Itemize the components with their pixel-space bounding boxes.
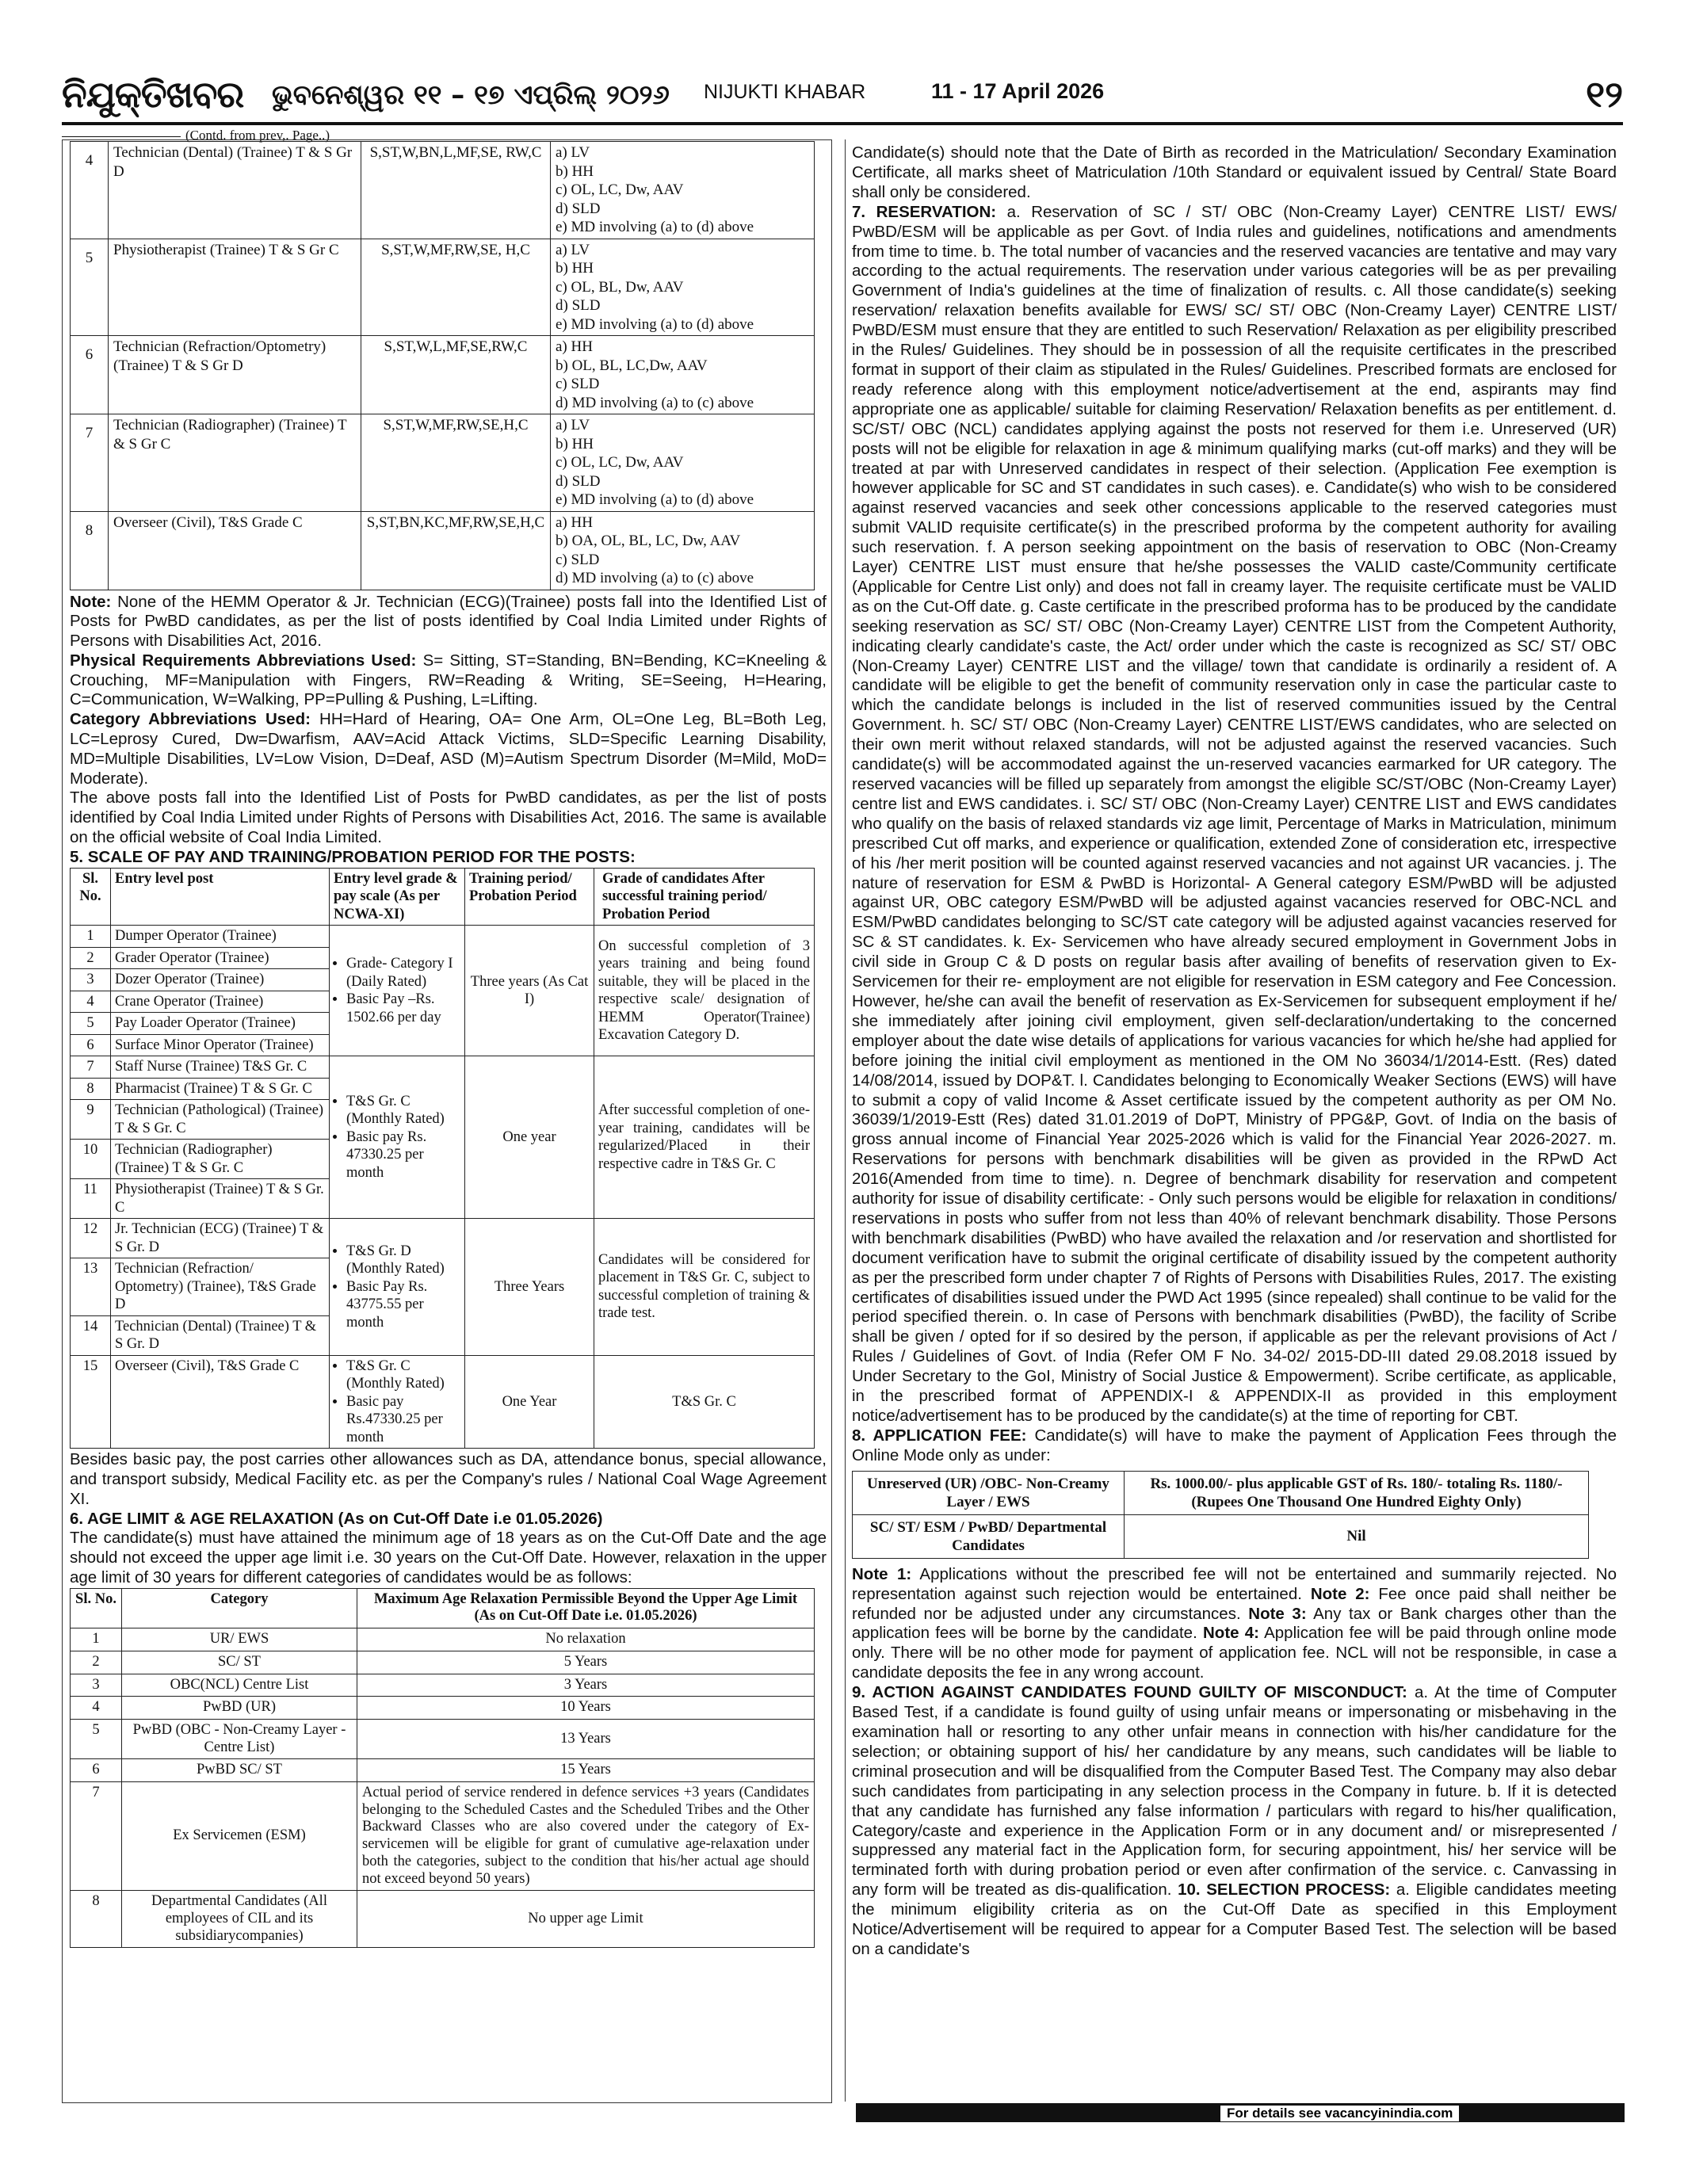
pay-sl: 15 <box>71 1355 111 1449</box>
disability-table <box>70 141 815 590</box>
disability-category-item: b) HH <box>556 162 594 180</box>
age-category: Departmental Candidates (All employees of CIL and its subsidiarycompanies) <box>122 1891 357 1948</box>
pay-post: Pay Loader Operator (Trainee) <box>111 1013 330 1035</box>
disability-category-item: d) MD involving (a) to (c) above <box>556 570 754 586</box>
disability-category-item: d) MD involving (a) to (c) above <box>556 394 754 411</box>
pay-after-training: After successful completion of one-year training, candidates will be regularized/Placed in their respective cadre in T&S Gr. C <box>594 1056 815 1219</box>
pay-training: One year <box>465 1056 594 1219</box>
age-row <box>71 1891 815 1948</box>
pay-header-grade: Entry level grade & pay scale (As per NCWA-XI) <box>330 868 465 926</box>
disability-sl: 8 <box>71 511 109 590</box>
disability-category-item: a) LV <box>556 241 590 258</box>
pay-post: Dumper Operator (Trainee) <box>111 926 330 948</box>
age-category: PwBD (OBC - Non-Creamy Layer - Centre List) <box>122 1719 357 1758</box>
age-sl: 5 <box>71 1719 122 1758</box>
pay-post: Staff Nurse (Trainee) T&S Gr. C <box>111 1056 330 1079</box>
pay-post: Physiotherapist (Trainee) T & S Gr. C <box>111 1179 330 1219</box>
age-relaxation: 5 Years <box>357 1651 815 1674</box>
left-column <box>70 141 827 1948</box>
identified-posts-paragraph: The above posts fall into the Identified List of Posts for PwBD candidates, as per the list of posts identified by Coal India Limited under Rights of Persons with Disabilities Act, 2016. The same is available on the official website of Coal India Limited. <box>70 788 827 847</box>
pay-post: Crane Operator (Trainee) <box>111 991 330 1013</box>
pay-sl: 6 <box>71 1034 111 1056</box>
pay-sl: 12 <box>71 1219 111 1258</box>
disability-category-item: c) OL, LC, Dw, AAV <box>556 454 684 471</box>
disability-post: Technician (Radiographer) (Trainee) T & S Gr C <box>109 414 361 512</box>
disability-physical-req: S,ST,W,L,MF,SE,RW,C <box>361 336 551 414</box>
disability-post: Technician (Refraction/Optometry) (Trainee) T & S Gr D <box>109 336 361 414</box>
fee-row <box>853 1514 1589 1558</box>
pay-post: Technician (Pathological) (Trainee) T & S Gr. C <box>111 1100 330 1140</box>
age-sl: 1 <box>71 1628 122 1651</box>
pay-sl: 2 <box>71 947 111 969</box>
pay-sl: 3 <box>71 969 111 991</box>
age-sl: 4 <box>71 1697 122 1720</box>
disability-category-item: e) MD involving (a) to (d) above <box>556 491 754 508</box>
age-relaxation: 3 Years <box>357 1674 815 1697</box>
pay-post: Jr. Technician (ECG) (Trainee) T & S Gr. D <box>111 1219 330 1258</box>
fee-category: SC/ ST/ ESM / PwBD/ Departmental Candidates <box>853 1514 1125 1558</box>
disability-category-item: d) SLD <box>556 200 601 217</box>
disability-category-item: c) OL, BL, Dw, AAV <box>556 278 684 296</box>
age-relaxation: 13 Years <box>357 1719 815 1758</box>
disability-post: Overseer (Civil), T&S Grade C <box>109 511 361 590</box>
age-relaxation: No upper age Limit <box>357 1891 815 1948</box>
disability-category-item: e) MD involving (a) to (d) above <box>556 315 754 333</box>
age-relaxation: Actual period of service rendered in defence services +3 years (Candidates belonging to the Scheduled Castes and the Scheduled Tribes and the Other Backward Classes who are also covered under the category of Ex-servicemen will be eligible for grant of cumulative age-relaxation under both the categories, subject to the condition that his/her actual age should not exceed beyond 50 years) <box>357 1782 815 1891</box>
age-relaxation-table <box>70 1588 815 1949</box>
disability-category-item: b) HH <box>556 435 594 452</box>
age-header-category: Category <box>122 1588 357 1628</box>
pay-grade-list <box>334 1243 460 1332</box>
age-row <box>71 1759 815 1782</box>
odia-date: ଭୁବନେଶ୍ୱର ୧୧ – ୧୭ ଏପ୍ରିଲ୍ ୨୦୨୬ <box>272 79 670 111</box>
age-row <box>71 1628 815 1651</box>
disability-category-item: e) MD involving (a) to (d) above <box>556 219 754 235</box>
footer-link-text: For details see vacancyinindia.com <box>1220 2106 1459 2121</box>
pay-row <box>71 926 815 948</box>
age-sl: 6 <box>71 1759 122 1782</box>
pay-after-training: On successful completion of 3 years training and being found suitable, they will be placed in the respective scale/ designation of HEMM Operator(Trainee) Excavation Category D. <box>594 926 815 1056</box>
disability-sl: 6 <box>71 336 109 414</box>
disability-row <box>71 142 815 239</box>
pay-training: Three years (As Cat I) <box>465 926 594 1056</box>
pay-sl: 9 <box>71 1100 111 1140</box>
pay-grade-item: • T&S Gr. C (Monthly Rated) <box>346 1357 460 1393</box>
disability-category-item: d) SLD <box>556 472 601 490</box>
pay-header-after: Grade of candidates After successful training period/ Probation Period <box>594 868 815 926</box>
pay-grade-item: • T&S Gr. C (Monthly Rated) <box>346 1093 460 1128</box>
pay-grade-list <box>334 955 460 1026</box>
pay-sl: 10 <box>71 1140 111 1179</box>
pay-after-training: Candidates will be considered for placement in T&S Gr. C, subject to successful completion of training & trade test. <box>594 1219 815 1356</box>
age-limit-paragraph: The candidate(s) must have attained the minimum age of 18 years as on the Cut-Off Date and the age should not exceed the upper age limit i.e. 30 years on the Cut-Off Date. However, relaxation in the upper age limit of 30 years for different categories of candidates would be as follows: <box>70 1529 827 1586</box>
age-sl: 8 <box>71 1891 122 1948</box>
pay-grade-item: • Basic pay Rs. 47330.25 per month <box>346 1128 460 1182</box>
disability-post: Technician (Dental) (Trainee) T & S Gr D <box>109 142 361 239</box>
age-category: PwBD SC/ ST <box>122 1759 357 1782</box>
page-number: ୧୨ <box>1586 73 1623 116</box>
disability-category-item: c) SLD <box>556 551 600 568</box>
pay-sl: 5 <box>71 1013 111 1035</box>
pay-after-training: T&S Gr. C <box>594 1355 815 1449</box>
age-sl: 3 <box>71 1674 122 1697</box>
disability-post: Physiotherapist (Trainee) T & S Gr C <box>109 239 361 336</box>
disability-category-item: a) LV <box>556 417 590 433</box>
disability-physical-req: S,ST,W,MF,RW,SE, H,C <box>361 239 551 336</box>
pay-post: Dozer Operator (Trainee) <box>111 969 330 991</box>
pay-grade <box>330 1056 465 1219</box>
masthead-logo: ନିଯୁକ୍ତିଖବର <box>62 73 244 116</box>
category-abbrev-paragraph: Category Abbreviations Used: HH=Hard of Hearing, OA= One Arm, OL=One Leg, BL=Both Leg, LC=Leprosy Cured, Dw=Dwarfism, AAV=Acid Attack Victims, SLD=Specific Learning Disability, MD=Multiple Disabilities, LV=Low Vision, D=Deaf, ASD (M)=Autism Spectrum Disorder (M=Mild, MoD= Moderate). <box>70 710 827 788</box>
age-row <box>71 1674 815 1697</box>
continued-note: (Contd. from prev,. Page..) <box>62 128 330 143</box>
disability-row <box>71 239 815 336</box>
disability-category-item: d) SLD <box>556 297 601 314</box>
pay-grade <box>330 1355 465 1449</box>
age-row <box>71 1651 815 1674</box>
right-column <box>852 143 1617 1960</box>
age-category: OBC(NCL) Centre List <box>122 1674 357 1697</box>
fee-amount: Rs. 1000.00/- plus applicable GST of Rs. 180/- totaling Rs. 1180/- (Rupees One Thousand One Hundred Eighty Only) <box>1125 1471 1589 1514</box>
fee-category: Unreserved (UR) /OBC- Non-Creamy Layer / EWS <box>853 1471 1125 1514</box>
fee-notes-paragraph: Note 1: Applications without the prescribed fee will not be entertained and summarily rejected. No representation against such rejection would be entertained. Note 2: Fee once paid shall neither be refunded nor be adjusted under any circumstances. Note 3: Any tax or Bank charges other than the application fees will be borne by the candidate. Note 4: Application fee will be paid through online mode only. There will be no other mode for payment of application fee. NCL will not be responsible, in case a candidate deposits the fee in any wrong account. <box>852 1564 1617 1682</box>
pay-grade <box>330 1219 465 1356</box>
disability-sl: 5 <box>71 239 109 336</box>
disability-sl: 7 <box>71 414 109 512</box>
age-sl: 7 <box>71 1782 122 1891</box>
pay-grade-item: • Grade- Category I (Daily Rated) <box>346 955 460 991</box>
column-divider <box>845 139 846 2102</box>
application-fee-paragraph: 8. APPLICATION FEE: Candidate(s) will have to make the payment of Application Fees through the Online Mode only as under: <box>852 1426 1617 1464</box>
age-category: PwBD (UR) <box>122 1697 357 1720</box>
pay-grade-list <box>334 1093 460 1182</box>
pay-grade-list <box>334 1357 460 1447</box>
pay-row <box>71 1056 815 1079</box>
disability-physical-req: S,ST,W,BN,L,MF,SE, RW,C <box>361 142 551 239</box>
pay-sl: 8 <box>71 1078 111 1100</box>
disability-row <box>71 414 815 512</box>
pay-grade <box>330 926 465 1056</box>
page-header <box>62 73 1623 116</box>
reservation-paragraph: 7. RESERVATION: a. Reservation of SC / ST/ OBC (Non-Creamy Layer) CENTRE LIST/ EWS/ PwBD/ESM will be applicable as per Govt. of India rules and guidelines, notifications and amendments from time to time. b. The total number of vacancies and the reserved vacancies are tentative and may vary according to the actual requirements. The reservation under various categories will be as per prevailing Government of India's guidelines at the time of finalization of results. c. All those candidate(s) seeking reservation/ relaxation benefits available for EWS/ SC/ ST/ OBC (Non-Creamy Layer) CENTRE LIST/ PwBD/ESM must ensure that they are entitled to such Reservation/ Relaxation as per eligibility prescribed in the Rules/ Guidelines. They should be in possession of all the requisite certificates in the prescribed format in support of their claim as stipulated in the Rules/ Guidelines. Prescribed formats are enclosed for ready reference along with this employment notice/advertisement at the end, aspirants may find appropriate one as applicable/ suitable for claiming Reservation/ Relaxation benefits as per entitlement. d. SC/ST/ OBC (NCL) candidates applying against the posts not reserved for them i.e. Unreserved (UR) posts will not be eligible for relaxation in age & minimum qualifying marks (cut-off marks) and they will be treated at par with Unreserved candidates in respect of their selection. (Application Fee exemption is however applicable for SC and ST candidates in such cases). e. Candidate(s) who wish to be considered against reserved vacancies and seek other concessions applicable to the reserved categories must submit VALID requisite certificate(s) in the prescribed proforma by the competent authority for availing such reservation. f. A person seeking appointment on the basis of reservation to OBC (Non-Creamy Layer) CENTRE LIST must ensure that he/she possesses the VALID caste/Community certificate (Applicable for Centre List only) and does not fall in creamy layer. The requisite certificate must be VALID as on the Cut-Off date. g. Caste certificate in the prescribed proforma has to be produced by the candidate seeking reservation as SC/ ST/ OBC (Non-Creamy Layer) CENTRE LIST from the Competent Authority, indicating clearly candidate's caste, the Act/ order under which the caste is recognized as SC/ ST/ OBC (Non-Creamy Layer) CENTRE LIST and the village/ town that candidate is ordinarily a resident of. A candidate will be eligible to get the benefit of community reservation only in case the particular caste to which the candidate belongs is included in the list of reserved communities issued by the Central Government. h. SC/ ST/ OBC (Non-Creamy Layer) CENTRE LIST/EWS candidates, who are selected on their own merit without relaxed standards, will not be adjusted against the reserved vacancies. Such candidate(s) will be accommodated against the un-reserved vacancies earmarked for UR category. The reserved vacancies will be filled up separately from amongst the eligible SC/ST/OBC (Non-Creamy Layer) centre list and EWS candidates. i. SC/ ST/ OBC (Non-Creamy Layer) CENTRE LIST and EWS candidates who qualify on the basis of relaxed standards viz age limit, Percentage of Marks in Matriculation, minimum prescribed Cut off marks, and experience or qualification, extended Zone of consideration etc, irrespective of his /her merit position will be counted against reserved vacancies and not against UR vacancies. j. The nature of reservation for ESM & PwBD is Horizontal- A General category ESM/PwBD will be adjusted against UR, OBC category ESM/PwBD will be adjusted against vacancies reserved for OBC-NCL and ESM/PwBD candidates belonging to SC/ST cate category will be adjusted against vacancies reserved for SC & ST candidates. k. Ex- Servicemen who have already secured employment in Government Jobs in civil side in Group C & D posts on regular basis after availing of benefits of reservation given to Ex- Servicemen for their re- employment are not eligible for reservation in ESM category and Fee Concession. However, he/she can avail the benefit of reservation as Ex-Servicemen for subsequent employment if he/ she immediately after joining civil employment, given self-declaration/undertaking to the concerned employer about the date wise details of applications for various vacancies for which he/she had applied for before joining the initial civil employment as mentioned in the OM No 36034/1/2014-Estt. (Res) dated 14/08/2014, issued by DOP&T. l. Candidates belonging to Economically Weaker Sections (EWS) will have to submit a copy of valid Income & Asset certificate issued by the competent authority as per OM No. 36039/1/2019-Estt (Res) dated 31.01.2019 of DoPT, Ministry of PPG&P, Govt. of India on the basis of gross annual income of Financial Year 2025-2026 which is valid for the Financial Year 2026-2027. m. Reservations for persons with benchmark disabilities will be given as provided in the RPwD Act 2016(Amended from time to time). n. Degree of benchmark disability for reservation and competent authority for issue of disability certificate: - Only such persons would be eligible for relaxation in conditions/ reservations in posts who suffer from not less than 40% of relevant benchmark disability. Those Persons with benchmark disabilities (PwBD) who have availed the relaxation and /or reservation and shortlisted for document verification have to submit the original certificate of disability issued by the competent authority as per the prescribed form under chapter 7 of Rights of Persons with Disabilities Rules, 2017. The existing certificates of disabilities issued under the PWD Act 1995 (since repealed) shall continue to be valid for the period specified therein. o. In case of Persons with benchmark disabilities (PwBD), the facility of Scribe shall be given / opted for if so desired by the person, if applicable as per the relevant provisions of Act / Rules / Guidelines of Govt. of India (Refer OM F No. 34-02/ 2015-DD-III dated 29.08.2018 issued by Under Secretary to the GoI, Ministry of Social Justice & Empowerment). Scribe certificate, as applicable, in the prescribed format of APPENDIX-I & APPENDIX-II as provided in this employment notice/advertisement has to be produced by the candidate(s) at the time of reporting for CBT. <box>852 202 1617 1425</box>
pay-row <box>71 1355 815 1449</box>
fee-row <box>853 1471 1589 1514</box>
disability-category-item: a) HH <box>556 514 593 531</box>
disability-category-item: a) HH <box>556 338 593 355</box>
age-category: Ex Servicemen (ESM) <box>122 1782 357 1891</box>
age-row <box>71 1719 815 1758</box>
age-sl: 2 <box>71 1651 122 1674</box>
disability-categories <box>551 142 815 239</box>
disability-row <box>71 511 815 590</box>
disability-sl: 4 <box>71 142 109 239</box>
age-relaxation: 10 Years <box>357 1697 815 1720</box>
disability-categories <box>551 511 815 590</box>
pay-sl: 4 <box>71 991 111 1013</box>
pay-post: Overseer (Civil), T&S Grade C <box>111 1355 330 1449</box>
pay-grade-item: • Basic Pay –Rs. 1502.66 per day <box>346 991 460 1026</box>
age-category: SC/ ST <box>122 1651 357 1674</box>
pay-training: Three Years <box>465 1219 594 1356</box>
pay-sl: 13 <box>71 1258 111 1316</box>
age-header-sl: Sl. No. <box>71 1588 122 1628</box>
pay-post: Grader Operator (Trainee) <box>111 947 330 969</box>
age-header-relaxation: Maximum Age Relaxation Permissible Beyond the Upper Age Limit (As on Cut-Off Date i.e. 01.05.2026) <box>357 1588 815 1628</box>
pay-sl: 11 <box>71 1179 111 1219</box>
pay-post: Technician (Radiographer) (Trainee) T & S Gr. C <box>111 1140 330 1179</box>
pay-header-sl: Sl. No. <box>71 868 111 926</box>
age-row <box>71 1782 815 1891</box>
pay-grade-item: • T&S Gr. D (Monthly Rated) <box>346 1243 460 1278</box>
pay-post: Technician (Refraction/ Optometry) (Trainee), T&S Grade D <box>111 1258 330 1316</box>
application-fee-table <box>852 1471 1589 1559</box>
pay-sl: 7 <box>71 1056 111 1079</box>
physical-abbrev-paragraph: Physical Requirements Abbreviations Used: S= Sitting, ST=Standing, BN=Bending, KC=Kneeling & Crouching, MF=Manipulation with Fingers, RW=Reading & Writing, SE=Seeing, H=Hearing, C=Communication, W=Walking, PP=Pulling & Pushing, L=Lifting. <box>70 651 827 709</box>
allowances-paragraph: Besides basic pay, the post carries other allowances such as DA, attendance bonus, special allowance, and transport subsidy, Medical Facility etc. as per the Company's rules / National Coal Wage Agreement XI. <box>70 1450 827 1508</box>
pay-header-post: Entry level post <box>111 868 330 926</box>
dob-paragraph: Candidate(s) should note that the Date of Birth as recorded in the Matriculation/ Secondary Examination Certificate, all marks sheet of Matriculation /10th Standard or equivalent issued by Central/ State Board shall only be considered. <box>852 143 1617 201</box>
section-5-heading: 5. SCALE OF PAY AND TRAINING/PROBATION PERIOD FOR THE POSTS: <box>70 847 636 866</box>
pay-header-training: Training period/ Probation Period <box>465 868 594 926</box>
disability-physical-req: S,ST,BN,KC,MF,RW,SE,H,C <box>361 511 551 590</box>
newspaper-name: NIJUKTI KHABAR <box>704 81 866 103</box>
pay-sl: 14 <box>71 1315 111 1355</box>
disability-physical-req: S,ST,W,MF,RW,SE,H,C <box>361 414 551 512</box>
disability-category-item: b) OA, OL, BL, LC, Dw, AAV <box>556 533 741 549</box>
issue-date: 11 - 17 April 2026 <box>931 79 1105 103</box>
pay-grade-item: • Basic Pay Rs. 43775.55 per month <box>346 1278 460 1332</box>
disability-row <box>71 336 815 414</box>
pay-row <box>71 1219 815 1258</box>
disability-categories <box>551 239 815 336</box>
age-row <box>71 1697 815 1720</box>
pay-post: Pharmacist (Trainee) T & S Gr. C <box>111 1078 330 1100</box>
note-paragraph: Note: None of the HEMM Operator & Jr. Technician (ECG)(Trainee) posts fall into the Identified List of Posts for PwBD candidates, as per the list of posts identified by Coal India Limited under Rights of Persons with Disabilities Act, 2016. <box>70 592 827 651</box>
disability-category-item: b) HH <box>556 260 594 277</box>
disability-category-item: c) OL, LC, Dw, AAV <box>556 181 684 198</box>
disability-category-item: b) OL, BL, LC,Dw, AAV <box>556 357 708 374</box>
pay-post: Surface Minor Operator (Trainee) <box>111 1034 330 1056</box>
age-category: UR/ EWS <box>122 1628 357 1651</box>
disability-categories <box>551 336 815 414</box>
age-relaxation: 15 Years <box>357 1759 815 1782</box>
disability-category-item: c) SLD <box>556 376 600 392</box>
pay-training: One Year <box>465 1355 594 1449</box>
fee-amount: Nil <box>1125 1514 1589 1558</box>
pay-scale-table <box>70 868 815 1449</box>
pay-sl: 1 <box>71 926 111 948</box>
section-6-heading: 6. AGE LIMIT & AGE RELAXATION (As on Cut-Off Date i.e 01.05.2026) <box>70 1509 603 1528</box>
misconduct-paragraph: 9. ACTION AGAINST CANDIDATES FOUND GUILTY OF MISCONDUCT: a. At the time of Computer Based Test, if a candidate is found guilty of using unfair means or impersonating or misbehaving in the examination hall or resorting to any other unfair means in connection with his/her candidature for the selection; or obtaining support of his/ her candidature by any means, such candidates will be liable to criminal prosecution and will be disqualified from the Computer Based Test. The Company may also debar such candidates from participating in any selection process in the Company in future. b. If it is detected that any candidate has furnished any false information / particulars with regard to his/her qualification, Category/caste and experience in the Application Form or in any document and/ or misrepresented / suppressed any material fact in the Application form, for securing appointment, his/ her service will be terminated forth with during probation period or even after confirmation of the service. c. Canvassing in any form will be treated as dis-qualification. 10. SELECTION PROCESS: a. Eligible candidates meeting the minimum eligibility criteria as on the Cut-Off Date as specified in this Employment Notice/Advertisement will be required to appear for a Computer Based Test. The selection will be based on a candidate's <box>852 1683 1617 1958</box>
disability-categories <box>551 414 815 512</box>
pay-grade-item: • Basic pay Rs.47330.25 per month <box>346 1393 460 1447</box>
header-rule <box>62 122 1623 125</box>
pay-post: Technician (Dental) (Trainee) T & S Gr. D <box>111 1315 330 1355</box>
disability-category-item: a) LV <box>556 144 590 161</box>
age-relaxation: No relaxation <box>357 1628 815 1651</box>
